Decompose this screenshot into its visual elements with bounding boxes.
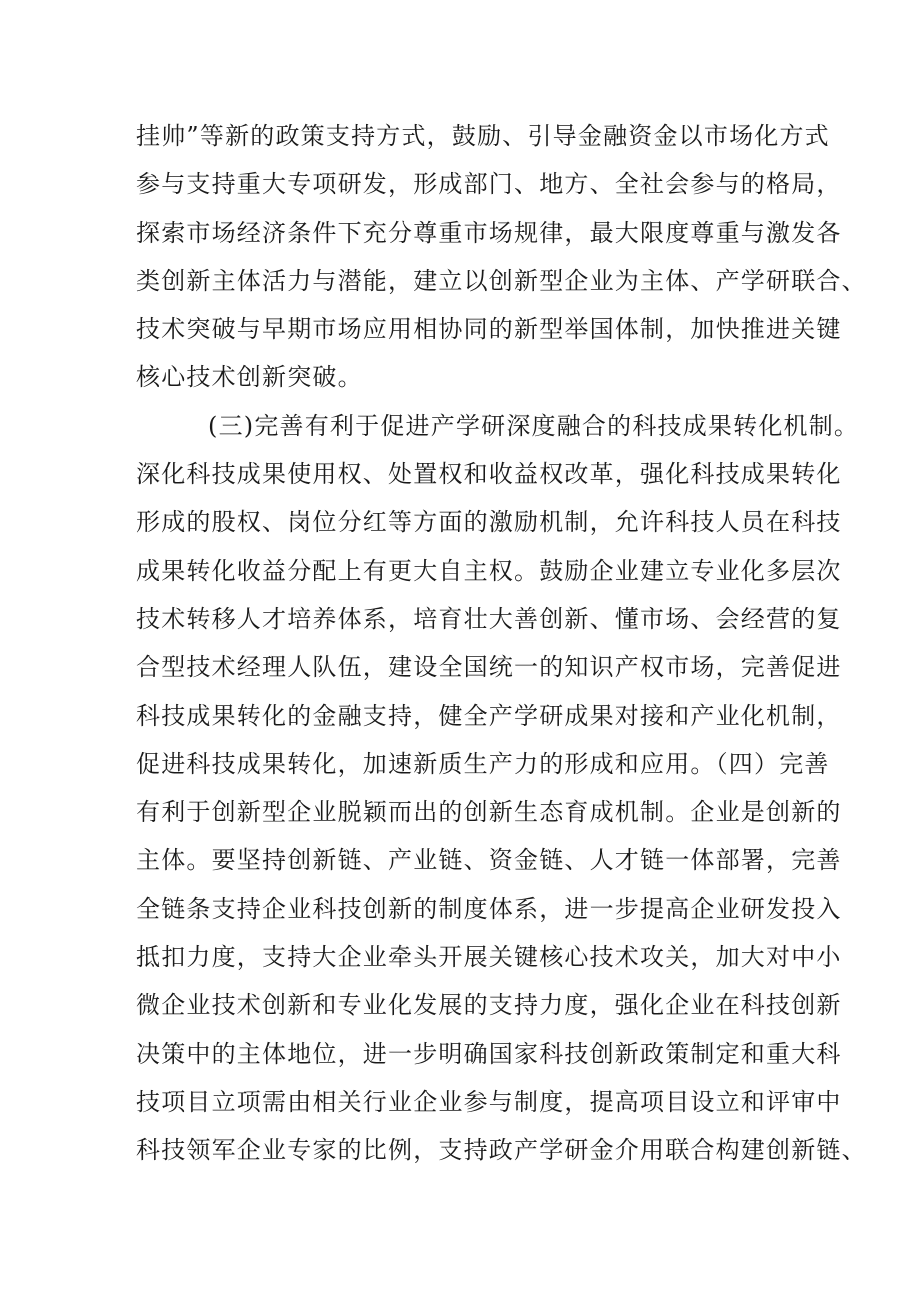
text-line: 形成的股权、岗位分红等方面的激励机制，允许科技人员在科技	[136, 508, 842, 537]
text-line: 合型技术经理人队伍，建设全国统一的知识产权市场，完善促进	[136, 653, 842, 682]
text-line: 深化科技成果使用权、处置权和收益权改革，强化科技成果转化	[136, 460, 842, 489]
text-line: 抵扣力度，支持大企业牵头开展关键核心技术攻关，加大对中小	[136, 943, 842, 972]
text-line: 微企业技术创新和专业化发展的支持力度，强化企业在科技创新	[136, 991, 842, 1020]
text-line: 促进科技成果转化，加速新质生产力的形成和应用。（四）完善	[136, 749, 830, 778]
text-line: 技术转移人才培养体系，培育壮大善创新、懂市场、会经营的复	[136, 604, 842, 633]
text-line: 技术突破与早期市场应用相协同的新型举国体制，加快推进关键	[136, 315, 842, 344]
text-line: 挂帅”等新的政策支持方式，鼓励、引导金融资金以市场化方式	[136, 122, 830, 150]
text-line: 科技领军企业专家的比例，支持政产学研金介用联合构建创新链、	[136, 1136, 867, 1165]
text-line: 主体。要坚持创新链、产业链、资金链、人才链一体部署，完善	[136, 846, 842, 875]
text-line: 参与支持重大专项研发，形成部门、地方、全社会参与的格局，	[136, 170, 842, 199]
text-line: 有利于创新型企业脱颖而出的创新生态育成机制。企业是创新的	[136, 798, 842, 827]
text-line: 核心技术创新突破。	[136, 363, 363, 392]
text-line: 科技成果转化的金融支持，健全产学研成果对接和产业化机制，	[136, 701, 842, 730]
section-heading-line: (三)完善有利于促进产学研深度融合的科技成果转化机制。	[208, 411, 860, 440]
text-line: 决策中的主体地位，进一步明确国家科技创新政策制定和重大科	[136, 1039, 842, 1068]
body-text	[136, 112, 867, 1175]
text-line: 成果转化收益分配上有更大自主权。鼓励企业建立专业化多层次	[136, 556, 842, 585]
text-line: 全链条支持企业科技创新的制度体系，进一步提高企业研发投入	[136, 894, 842, 923]
text-line: 类创新主体活力与潜能，建立以创新型企业为主体、产学研联合、	[136, 266, 867, 295]
text-line: 探索市场经济条件下充分尊重市场规律，最大限度尊重与激发各	[136, 218, 842, 247]
text-line: 技项目立项需由相关行业企业参与制度，提高项目设立和评审中	[136, 1087, 842, 1116]
